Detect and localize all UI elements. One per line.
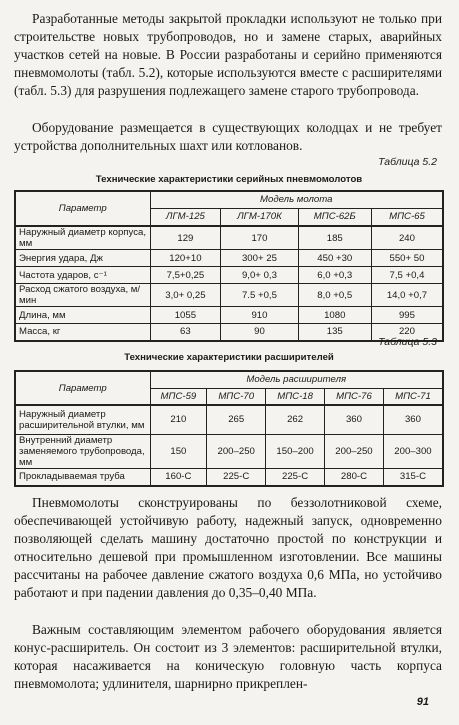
page-number: 91 (416, 696, 429, 708)
intro-paragraph-2: Оборудование размещается в существующих колодцах и не требует устройства дополнительных шахт или котлованов. (14, 120, 442, 154)
model-header: МПС-59 (150, 388, 207, 405)
model-header: МПС-65 (371, 208, 443, 226)
cell: 200–300 (383, 434, 443, 468)
param-header: Параметр (15, 191, 150, 226)
model-header: МПС-18 (266, 388, 325, 405)
cell: 9,0+ 0,3 (221, 267, 298, 284)
table-5-2-number: Таблица 5.2 (378, 156, 437, 168)
model-header: ЛГМ-125 (150, 208, 221, 226)
cell: 3,0+ 0,25 (150, 284, 221, 307)
cell: 150–200 (266, 434, 325, 468)
cell: 360 (325, 405, 384, 434)
cell: 450 +30 (298, 250, 371, 267)
cell: 265 (207, 405, 266, 434)
model-header: МПС-71 (383, 388, 443, 405)
cell: 7,5+0,25 (150, 267, 221, 284)
table-5-3-title: Технические характеристики расширителей (124, 352, 334, 363)
cell: 225-С (207, 468, 266, 486)
row-label: Наружный диаметр корпуса, мм (15, 226, 150, 250)
row-label: Расход сжатого воздуха, м/мин (15, 284, 150, 307)
model-group-header: Модель расширителя (150, 371, 443, 388)
table-row (15, 226, 443, 250)
table-row (15, 307, 443, 324)
cell: 7,5 +0,4 (371, 267, 443, 284)
cell: 210 (150, 405, 207, 434)
table-row (15, 434, 443, 468)
table-row (15, 405, 443, 434)
cell: 120+10 (150, 250, 221, 267)
row-label: Наружный диаметр расширительной втулки, мм (15, 405, 150, 434)
row-label: Внутренний диаметр заменяемого трубопровода, мм (15, 434, 150, 468)
cell: 135 (298, 324, 371, 341)
table-row (15, 284, 443, 307)
cell: 200–250 (207, 434, 266, 468)
cell: 7.5 +0,5 (221, 284, 298, 307)
row-label: Прокладываемая труба (15, 468, 150, 486)
cell: 280-С (325, 468, 384, 486)
table-row (15, 468, 443, 486)
cell: 360 (383, 405, 443, 434)
body-paragraph-1: Пневмомолоты сконструированы по беззолотниковой схеме, обеспечивающей устойчивую работу, надежный запуск, одновременно позволяющей сделать машину достаточно простой по конструкции и относительно дешевой при промышленном изготовлении. Все машины рассчитаны на рабочее давление сжатого воздуха 0,6 МПа, но устойчиво работают и при падении давления до 0,35–0,40 МПа. (14, 495, 442, 601)
cell: 129 (150, 226, 221, 250)
model-header: МПС-70 (207, 388, 266, 405)
cell: 1055 (150, 307, 221, 324)
cell: 170 (221, 226, 298, 250)
cell: 8,0 +0,5 (298, 284, 371, 307)
cell: 63 (150, 324, 221, 341)
row-label: Энергия удара, Дж (15, 250, 150, 267)
cell: 1080 (298, 307, 371, 324)
intro-paragraph-1: Разработанные методы закрытой прокладки используют не только при строительстве новых трубопроводов, но и замене старых, аварийных участков сетей на новые. В России разработаны и серийно применяются пневмомолоты (табл. 5.2), которые используются вместе с расширителями (табл. 5.3) для разрушения подлежащего замене старого трубопровода. (14, 11, 442, 99)
cell: 185 (298, 226, 371, 250)
cell: 315-С (383, 468, 443, 486)
cell: 90 (221, 324, 298, 341)
table-5-2-title: Технические характеристики серийных пневмомолотов (95, 174, 363, 185)
table-row (15, 267, 443, 284)
cell: 6,0 +0,3 (298, 267, 371, 284)
table-5-2 (14, 190, 444, 342)
cell: 550+ 50 (371, 250, 443, 267)
model-group-header: Модель молота (150, 191, 443, 208)
table-row (15, 250, 443, 267)
cell: 240 (371, 226, 443, 250)
model-header: МПС-76 (325, 388, 384, 405)
cell: 262 (266, 405, 325, 434)
cell: 300+ 25 (221, 250, 298, 267)
cell: 200–250 (325, 434, 384, 468)
cell: 910 (221, 307, 298, 324)
cell: 220 (371, 324, 443, 341)
row-label: Длина, мм (15, 307, 150, 324)
cell: 150 (150, 434, 207, 468)
table-5-3-number: Таблица 5.3 (378, 336, 437, 348)
cell: 160-С (150, 468, 207, 486)
cell: 225-С (266, 468, 325, 486)
cell: 14,0 +0,7 (371, 284, 443, 307)
table-5-3 (14, 370, 444, 487)
body-paragraph-2: Важным составляющим элементом рабочего оборудования является конус-расширитель. Он состоит из 3 элементов: расширительной втулки, которая насаживается на коническую головную часть корпуса пневмомолота; удлинителя, шарнирно прикреплен- (14, 622, 442, 692)
model-header: ЛГМ-170К (221, 208, 298, 226)
model-header: МПС-62Б (298, 208, 371, 226)
param-header: Параметр (15, 371, 150, 405)
cell: 995 (371, 307, 443, 324)
row-label: Частота ударов, с⁻¹ (15, 267, 150, 284)
row-label: Масса, кг (15, 324, 150, 341)
